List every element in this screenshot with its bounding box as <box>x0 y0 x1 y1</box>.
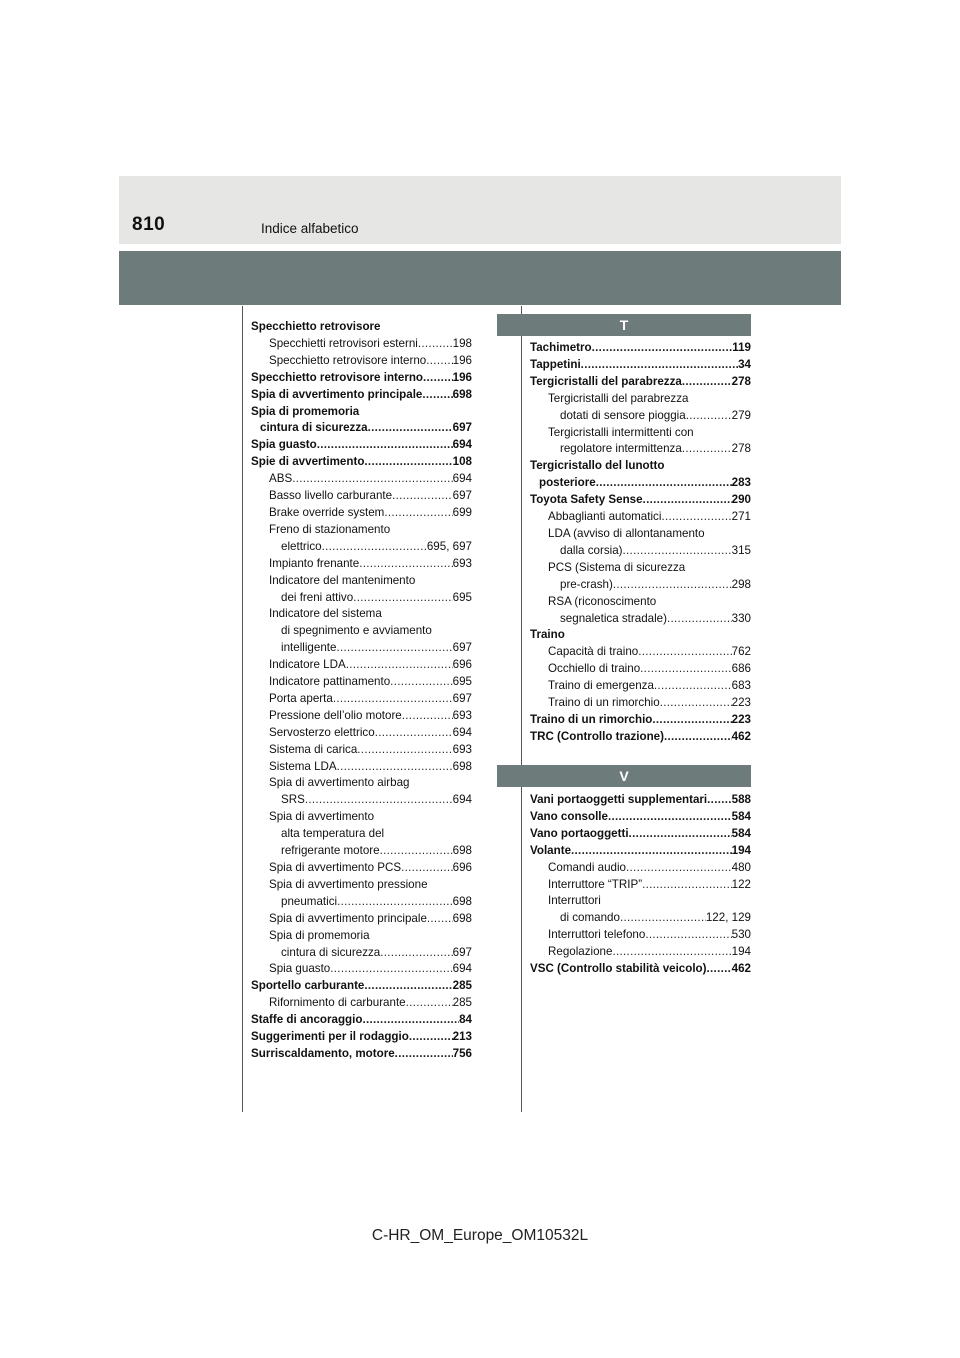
dot-leader <box>353 590 452 607</box>
index-entry <box>251 488 472 505</box>
entry-page: 271 <box>731 510 751 524</box>
entry-label: intelligente <box>281 641 337 655</box>
entry-label: Sistema di carica <box>269 742 358 756</box>
entry-page: 108 <box>452 455 472 469</box>
entry-label: Brake override system <box>269 505 385 519</box>
entry-page: 695 <box>452 675 472 689</box>
index-entry <box>251 708 472 725</box>
entry-page: 290 <box>731 493 751 507</box>
index-entry <box>251 353 472 370</box>
entry-page: 697 <box>452 641 472 655</box>
index-entry <box>251 640 472 657</box>
index-entry <box>251 1029 472 1046</box>
index-entry <box>251 691 472 708</box>
entry-label: Tappetini <box>530 357 581 371</box>
entry-page: 697 <box>452 945 472 959</box>
index-entry <box>251 387 472 404</box>
index-entry <box>251 505 472 522</box>
index-entry <box>251 437 472 454</box>
index-entry <box>251 995 472 1012</box>
entry-page: 194 <box>731 945 751 959</box>
index-entry <box>530 611 751 628</box>
index-entry <box>530 577 751 594</box>
entry-page: 588 <box>731 793 751 806</box>
entry-label: Vani portaoggetti supplementari <box>530 793 708 806</box>
entry-label: cintura di sicurezza <box>281 945 381 959</box>
entry-label: Spia guasto <box>251 438 317 452</box>
entry-page: 694 <box>452 438 472 452</box>
dot-leader <box>364 978 452 995</box>
entry-page: 698 <box>452 387 472 401</box>
entry-label: Pressione dell’olio motore <box>269 708 402 722</box>
dot-leader <box>620 910 706 927</box>
header-gray-band <box>119 251 841 305</box>
dot-leader <box>596 475 732 492</box>
index-entry: Spia di promemoria <box>251 404 360 418</box>
index-entry <box>251 860 472 877</box>
index-entry <box>251 471 472 488</box>
entry-label: Tergicristalli del parabrezza <box>530 374 682 388</box>
dot-leader <box>654 678 732 695</box>
entry-label: Staffe di ancoraggio <box>251 1013 363 1027</box>
dot-leader <box>667 611 732 628</box>
entry-label: VSC (Controllo stabilità veicolo) <box>530 962 707 976</box>
dot-leader <box>292 471 452 488</box>
index-entry: Tergicristallo del lunotto <box>530 459 665 473</box>
dot-leader <box>682 374 732 391</box>
dot-leader <box>642 877 732 894</box>
index-entry <box>251 420 472 437</box>
entry-label: Surriscaldamento, motore <box>251 1046 395 1060</box>
dot-leader <box>571 843 732 860</box>
entry-page: 693 <box>452 708 472 722</box>
entry-label: Spia di avvertimento PCS <box>269 861 402 874</box>
entry-label: regolatore intermittenza <box>560 442 682 456</box>
entry-label: refrigerante motore <box>281 844 380 858</box>
index-entry <box>251 742 472 759</box>
index-entry <box>530 492 751 509</box>
dot-leader <box>380 945 452 962</box>
dot-leader <box>652 712 731 729</box>
dot-leader <box>707 792 732 809</box>
dot-leader <box>368 420 453 437</box>
dot-leader <box>357 742 452 759</box>
index-entry <box>530 910 751 927</box>
dot-leader <box>392 488 453 505</box>
dot-leader <box>640 661 732 678</box>
entry-page: 694 <box>452 962 472 976</box>
entry-label: cintura di sicurezza <box>260 421 368 435</box>
index-entry: Spia di avvertimento pressione <box>269 877 428 891</box>
index-entry: Interruttori <box>548 894 601 908</box>
index-entry <box>530 809 751 826</box>
index-entry: di spegnimento e avviamento <box>281 624 432 638</box>
index-entry: Spia di promemoria <box>269 928 370 942</box>
entry-label: Spia di avvertimento principale <box>251 387 423 401</box>
entry-page: 686 <box>731 662 751 676</box>
entry-label: Traino di un rimorchio <box>530 712 653 726</box>
index-entry <box>251 894 472 911</box>
entry-page: 213 <box>452 1030 472 1044</box>
dot-leader <box>336 640 452 657</box>
entry-page: 298 <box>731 577 751 591</box>
dot-leader <box>402 708 453 725</box>
index-entry <box>530 877 751 894</box>
index-entry <box>530 408 751 425</box>
index-entry <box>251 792 472 809</box>
entry-label: di comando <box>560 911 620 925</box>
dot-leader <box>682 441 732 458</box>
entry-page: 122 <box>731 877 751 891</box>
entry-page: 223 <box>731 696 751 710</box>
index-entry <box>530 357 751 374</box>
dot-leader <box>375 725 453 742</box>
index-entry: Spia di avvertimento <box>269 810 375 824</box>
dot-leader <box>592 340 733 357</box>
index-entry <box>251 911 472 928</box>
index-entry: Indicatore del mantenimento <box>269 573 416 587</box>
entry-page: 693 <box>452 556 472 570</box>
index-entry <box>251 1012 472 1029</box>
index-entry <box>530 729 751 746</box>
entry-label: Rifornimento di carburante <box>269 996 406 1010</box>
dot-leader <box>395 1046 453 1063</box>
entry-label: pneumatici <box>281 894 338 908</box>
entry-page: 530 <box>731 928 751 942</box>
entry-label: Regolazione <box>548 945 613 959</box>
entry-label: Suggerimenti per il rodaggio <box>251 1030 409 1044</box>
entry-page: 480 <box>731 860 751 874</box>
dot-leader <box>612 944 731 961</box>
page-number: 810 <box>132 214 166 235</box>
dot-leader <box>423 370 453 387</box>
index-entry <box>251 539 472 556</box>
entry-label: Servosterzo elettrico <box>269 725 375 739</box>
dot-leader <box>364 454 452 471</box>
index-entry <box>251 961 472 978</box>
entry-page: 196 <box>452 370 472 384</box>
entry-label: Vano consolle <box>530 809 608 823</box>
index-entry <box>530 860 751 877</box>
dot-leader <box>426 353 452 370</box>
index-entry: Spia di avvertimento airbag <box>269 776 410 790</box>
index-entry <box>251 945 472 962</box>
entry-page: 278 <box>731 374 751 388</box>
dot-leader <box>613 577 732 594</box>
dot-leader <box>317 437 453 454</box>
entry-label: Sportello carburante <box>251 979 365 993</box>
entry-page: 698 <box>452 759 472 773</box>
entry-page: 697 <box>452 489 472 503</box>
entry-label: ABS <box>269 472 293 486</box>
index-entry <box>530 509 751 526</box>
entry-label: Spia guasto <box>269 962 331 976</box>
dot-leader <box>638 644 731 661</box>
dot-leader <box>660 695 732 712</box>
index-entry: Tergicristalli del parabrezza <box>548 391 689 405</box>
entry-label: Sistema LDA <box>269 759 337 773</box>
dot-leader <box>409 1029 453 1046</box>
index-entry: Freno di stazionamento <box>269 522 391 536</box>
index-entry: Traino <box>530 628 565 642</box>
dot-leader <box>643 492 732 509</box>
index-section-t <box>530 340 751 746</box>
entry-page: 223 <box>731 712 751 726</box>
entry-label: TRC (Controllo trazione) <box>530 729 664 743</box>
column-divider-left <box>242 306 243 1112</box>
entry-label: dotati di sensore pioggia <box>560 408 686 422</box>
entry-page: 196 <box>452 353 472 367</box>
entry-label: Spie di avvertimento <box>251 455 365 469</box>
dot-leader <box>623 543 732 560</box>
entry-label: Indicatore LDA <box>269 658 346 672</box>
entry-page: 697 <box>452 421 472 435</box>
index-entry: PCS (Sistema di sicurezza <box>548 560 686 574</box>
entry-page: 698 <box>452 894 472 908</box>
index-column-left <box>251 319 472 1063</box>
entry-label: Comandi audio <box>548 860 626 874</box>
entry-page: 198 <box>452 336 472 350</box>
entry-label: SRS <box>281 793 305 807</box>
entry-label: Vano portaoggetti <box>530 826 629 840</box>
dot-leader <box>346 657 453 674</box>
dot-leader <box>661 509 731 526</box>
dot-leader <box>359 556 452 573</box>
entry-label: Toyota Safety Sense <box>530 493 643 507</box>
entry-page: 122, 129 <box>705 911 751 925</box>
entry-label: Traino di emergenza <box>548 679 654 693</box>
dot-leader <box>626 860 732 877</box>
entry-label: Abbaglianti automatici <box>548 510 662 524</box>
index-entry <box>251 978 472 995</box>
entry-label: posteriore <box>539 476 596 490</box>
dot-leader <box>664 729 732 746</box>
index-entry <box>530 944 751 961</box>
index-entry: Tergicristalli intermittenti con <box>548 425 694 439</box>
entry-label: Spia di avvertimento principale <box>269 911 427 925</box>
entry-page: 698 <box>452 911 472 925</box>
index-entry <box>251 674 472 691</box>
entry-label: Interruttori telefono <box>548 928 646 942</box>
entry-page: 34 <box>738 357 751 371</box>
entry-page: 283 <box>731 476 751 490</box>
entry-label: dei freni attivo <box>281 590 354 604</box>
dot-leader <box>707 961 732 978</box>
index-entry <box>530 843 751 860</box>
entry-label: Specchietto retrovisore interno <box>269 353 427 367</box>
entry-page: 694 <box>452 472 472 486</box>
entry-page: 84 <box>459 1013 472 1027</box>
entry-page: 315 <box>731 543 751 557</box>
index-entry <box>530 695 751 712</box>
entry-page: 584 <box>731 809 751 823</box>
entry-label: Specchietti retrovisori esterni <box>269 336 418 350</box>
index-entry <box>251 454 472 471</box>
index-entry <box>251 336 472 353</box>
entry-label: Interruttore “TRIP” <box>548 877 643 891</box>
index-entry <box>251 556 472 573</box>
index-entry <box>251 370 472 387</box>
dot-leader <box>333 691 453 708</box>
entry-page: 693 <box>452 742 472 756</box>
entry-page: 330 <box>731 611 751 625</box>
dot-leader <box>337 759 453 776</box>
index-entry <box>530 644 751 661</box>
dot-leader <box>686 408 732 425</box>
dot-leader <box>390 674 452 691</box>
index-entry <box>251 1046 472 1063</box>
entry-label: Indicatore pattinamento <box>269 675 391 689</box>
index-section-v <box>530 792 751 978</box>
index-entry <box>530 712 751 729</box>
entry-label: Capacità di traino <box>548 645 639 659</box>
index-entry <box>530 340 751 357</box>
entry-page: 695, 697 <box>426 539 472 553</box>
footer-document-code: C-HR_OM_Europe_OM10532L <box>371 1227 589 1244</box>
entry-page: 462 <box>731 729 751 743</box>
entry-page: 584 <box>731 826 751 840</box>
index-entry <box>530 441 751 458</box>
index-entry <box>530 826 751 843</box>
entry-label: dalla corsia) <box>560 543 623 557</box>
entry-page: 694 <box>452 725 472 739</box>
entry-label: elettrico <box>281 539 322 553</box>
index-entry <box>251 759 472 776</box>
dot-leader <box>380 843 453 860</box>
index-entry <box>251 725 472 742</box>
entry-label: Basso livello carburante <box>269 489 393 503</box>
dot-leader <box>629 826 732 843</box>
section-title: Indice alfabetico <box>261 221 359 236</box>
dot-leader <box>581 357 738 374</box>
entry-page: 762 <box>731 645 751 659</box>
entry-label: Porta aperta <box>269 691 333 705</box>
dot-leader <box>362 1012 459 1029</box>
index-entry <box>530 661 751 678</box>
dot-leader <box>422 387 452 404</box>
index-entry: RSA (riconoscimento <box>548 594 657 608</box>
index-entry <box>251 843 472 860</box>
entry-page: 699 <box>452 505 472 519</box>
index-entry <box>530 678 751 695</box>
dot-leader <box>330 961 452 978</box>
entry-page: 285 <box>452 979 472 993</box>
dot-leader <box>337 894 453 911</box>
entry-page: 696 <box>452 658 472 672</box>
dot-leader <box>322 539 427 556</box>
entry-page: 278 <box>731 442 751 456</box>
entry-label: Occhiello di traino <box>548 662 641 676</box>
entry-label: Traino di un rimorchio <box>548 696 660 710</box>
entry-page: 756 <box>452 1046 472 1060</box>
entry-page: 285 <box>452 996 472 1010</box>
index-entry <box>530 543 751 560</box>
entry-page: 462 <box>731 962 751 976</box>
index-entry <box>530 961 751 978</box>
entry-page: 683 <box>731 679 751 693</box>
dot-leader <box>645 927 731 944</box>
entry-label: Specchietto retrovisore interno <box>251 370 424 384</box>
letter-heading-v: V <box>497 765 751 787</box>
dot-leader <box>384 505 452 522</box>
index-entry <box>530 792 751 809</box>
index-entry: Indicatore del sistema <box>269 607 382 621</box>
entry-page: 695 <box>452 590 472 604</box>
entry-label: pre-crash) <box>560 577 613 591</box>
entry-page: 696 <box>452 861 472 874</box>
column-divider-right <box>521 306 522 1112</box>
index-entry: Specchietto retrovisore <box>251 320 381 333</box>
dot-leader <box>401 860 453 877</box>
letter-heading-t: T <box>497 314 751 336</box>
index-entry <box>251 657 472 674</box>
entry-label: segnaletica stradale) <box>560 611 667 625</box>
dot-leader <box>608 809 732 826</box>
entry-page: 697 <box>452 691 472 705</box>
index-entry: alta temperatura del <box>281 827 385 841</box>
index-entry: LDA (avviso di allontanamento <box>548 526 705 540</box>
entry-label: Volante <box>530 843 572 857</box>
entry-page: 694 <box>452 793 472 807</box>
index-entry <box>251 590 472 607</box>
entry-label: Tachimetro <box>530 341 592 354</box>
entry-page: 119 <box>732 341 751 354</box>
entry-page: 698 <box>452 844 472 858</box>
index-entry <box>530 927 751 944</box>
index-entry <box>530 374 751 391</box>
entry-page: 279 <box>731 408 751 422</box>
index-entry <box>530 475 751 492</box>
entry-label: Impianto frenante <box>269 556 360 570</box>
dot-leader <box>406 995 453 1012</box>
entry-page: 194 <box>731 843 751 857</box>
dot-leader <box>418 336 453 353</box>
dot-leader <box>427 911 453 928</box>
dot-leader <box>305 792 453 809</box>
header-band <box>119 176 841 244</box>
